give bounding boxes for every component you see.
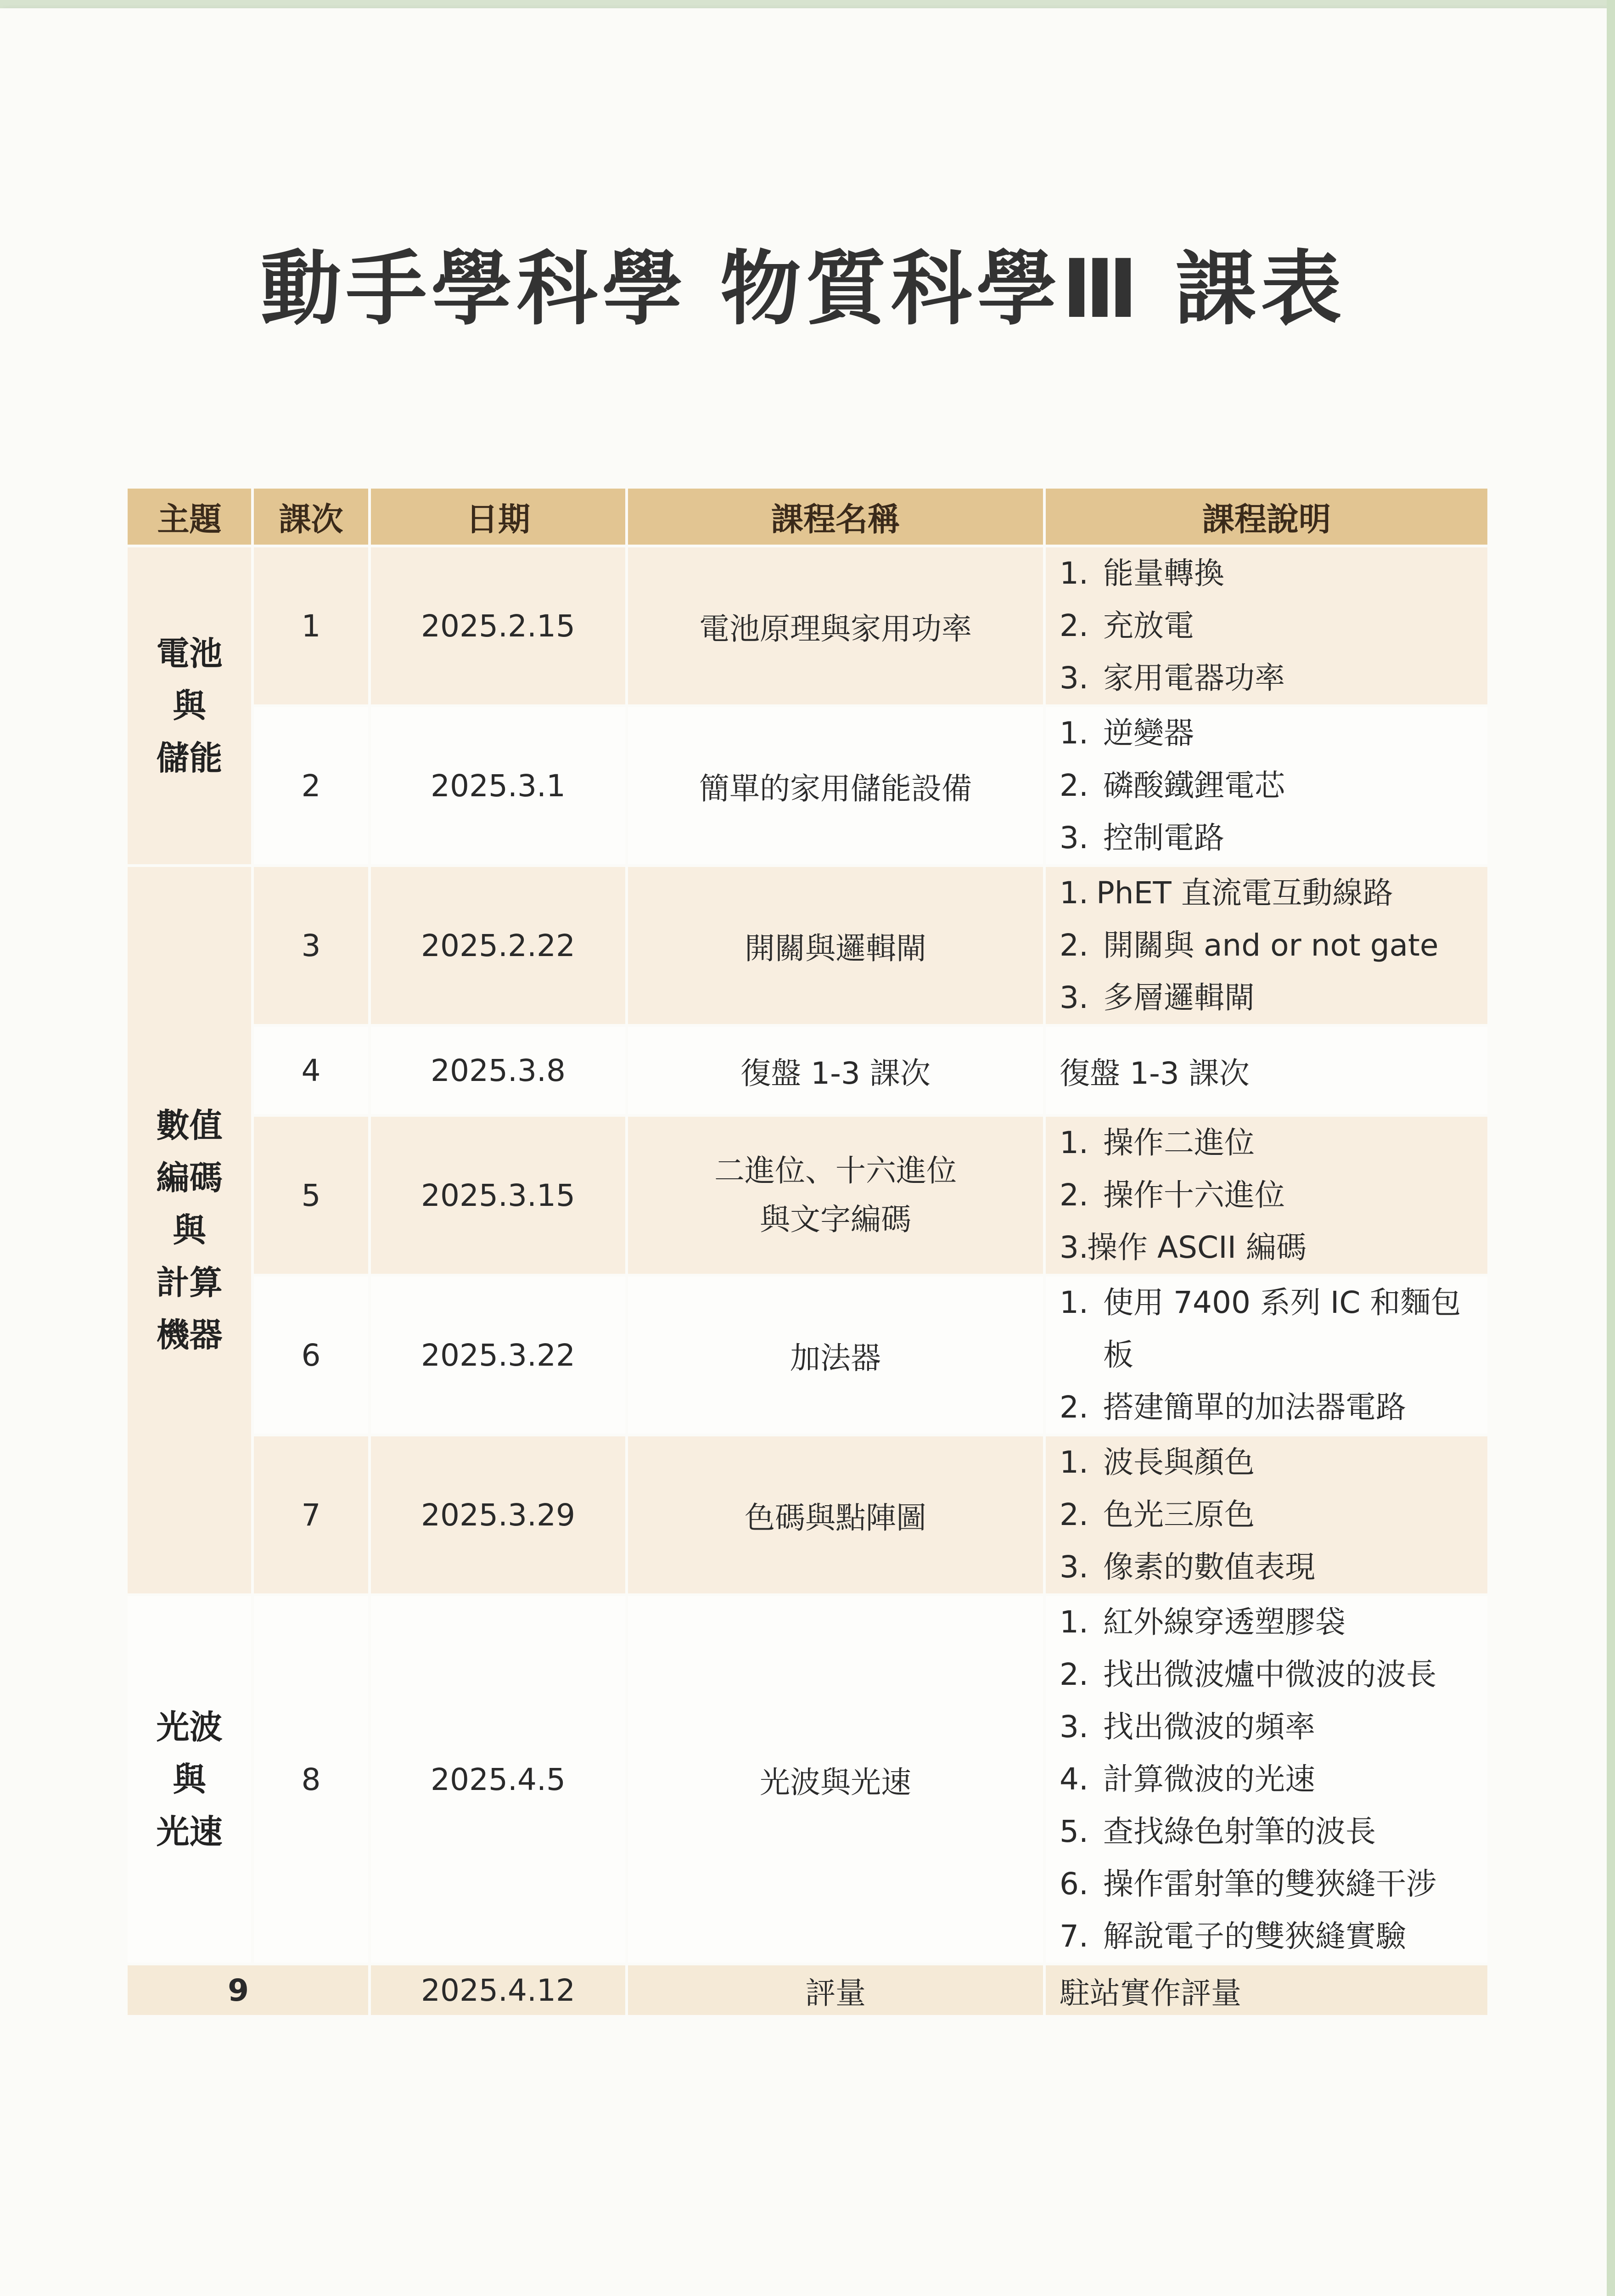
table-row xyxy=(126,706,1489,866)
lesson-name: 復盤 1-3 課次 xyxy=(627,1025,1044,1115)
header-topic: 主題 xyxy=(126,487,252,546)
list-item: 5. 查找綠色射筆的波長 xyxy=(1060,1814,1376,1849)
lesson-desc xyxy=(1044,1435,1489,1595)
list-item: 1. PhET 直流電互動線路 xyxy=(1060,875,1393,911)
lesson-date: 2025.3.15 xyxy=(370,1115,627,1275)
lesson-date: 2025.2.22 xyxy=(370,866,627,1025)
page-edge xyxy=(1607,0,1615,2296)
lesson-desc xyxy=(1044,1275,1489,1435)
lesson-date: 2025.3.8 xyxy=(370,1025,627,1115)
list-item: 2. 磷酸鐵鋰電芯 xyxy=(1060,768,1285,803)
lesson-name: 光波與光速 xyxy=(627,1595,1044,1964)
lesson-no: 9 xyxy=(126,1964,370,2016)
topic-cell: 電池 與 儲能 xyxy=(126,546,252,866)
list-item: 板 xyxy=(1103,1337,1133,1373)
list-item: 2. 操作十六進位 xyxy=(1060,1177,1285,1213)
table-row xyxy=(126,1275,1489,1435)
list-item: 2. 色光三原色 xyxy=(1060,1497,1255,1532)
lesson-date: 2025.4.12 xyxy=(370,1964,627,2016)
page-title: 動手學科學 物質科學Ⅲ 課表 xyxy=(260,242,1346,336)
list-item: 1. 操作二進位 xyxy=(1060,1125,1255,1160)
lesson-name-line1: 二進位、十六進位 xyxy=(714,1153,957,1188)
list-item: 3. 像素的數值表現 xyxy=(1060,1549,1315,1585)
header-course-desc: 課程說明 xyxy=(1044,487,1489,546)
list-item: 6. 操作雷射筆的雙狹縫干涉 xyxy=(1060,1866,1436,1902)
paper-sheet xyxy=(0,8,1607,2296)
list-item: 3. 找出微波的頻率 xyxy=(1060,1709,1315,1745)
lesson-date: 2025.4.5 xyxy=(370,1595,627,1964)
lesson-date: 2025.3.22 xyxy=(370,1275,627,1435)
list-item: 3. 控制電路 xyxy=(1060,820,1224,855)
lesson-name xyxy=(627,1115,1044,1275)
lesson-desc xyxy=(1044,866,1489,1025)
table-row xyxy=(126,1964,1489,2016)
header-lesson-no: 課次 xyxy=(252,487,370,546)
lesson-no: 4 xyxy=(252,1025,370,1115)
table-row xyxy=(126,1115,1489,1275)
table-row xyxy=(126,1435,1489,1595)
lesson-no: 3 xyxy=(252,866,370,1025)
list-item: 1. 紅外線穿透塑膠袋 xyxy=(1060,1604,1346,1640)
lesson-no: 2 xyxy=(252,706,370,866)
list-item: 1. 逆變器 xyxy=(1060,715,1194,751)
lesson-no: 1 xyxy=(252,546,370,706)
list-item: 7. 解說電子的雙狹縫實驗 xyxy=(1060,1919,1406,1954)
lesson-desc xyxy=(1044,1115,1489,1275)
list-item: 2. 開關與 and or not gate xyxy=(1060,928,1439,963)
list-item: 2. 找出微波爐中微波的波長 xyxy=(1060,1657,1436,1692)
lesson-desc xyxy=(1044,1595,1489,1964)
table-header-row xyxy=(126,487,1489,546)
table-row xyxy=(126,546,1489,706)
lesson-date: 2025.2.15 xyxy=(370,546,627,706)
lesson-name-line2: 與文字編碼 xyxy=(760,1202,911,1237)
topic-cell: 光波 與 光速 xyxy=(126,1595,252,1964)
topic-cell: 數值 編碼 與 計算 機器 xyxy=(126,866,252,1595)
lesson-date: 2025.3.1 xyxy=(370,706,627,866)
lesson-name: 加法器 xyxy=(627,1275,1044,1435)
lesson-name: 評量 xyxy=(627,1964,1044,2016)
lesson-desc xyxy=(1044,546,1489,706)
lesson-desc: 駐站實作評量 xyxy=(1044,1964,1489,2016)
table-row xyxy=(126,866,1489,1025)
list-item: 2. 充放電 xyxy=(1060,608,1194,643)
lesson-date: 2025.3.29 xyxy=(370,1435,627,1595)
list-item: 1. 使用 7400 系列 IC 和麵包 xyxy=(1060,1285,1461,1320)
lesson-desc: 復盤 1-3 課次 xyxy=(1044,1025,1489,1115)
lesson-no: 6 xyxy=(252,1275,370,1435)
lesson-name: 電池原理與家用功率 xyxy=(627,546,1044,706)
list-item: 1. 能量轉換 xyxy=(1060,556,1224,591)
lesson-no: 8 xyxy=(252,1595,370,1964)
schedule-table xyxy=(125,486,1490,2018)
lesson-name: 簡單的家用儲能設備 xyxy=(627,706,1044,866)
list-item: 3.操作 ASCII 編碼 xyxy=(1060,1230,1307,1265)
table-row xyxy=(126,1595,1489,1964)
table-row xyxy=(126,1025,1489,1115)
list-item: 2. 搭建簡單的加法器電路 xyxy=(1060,1390,1406,1425)
header-date: 日期 xyxy=(370,487,627,546)
lesson-no: 5 xyxy=(252,1115,370,1275)
lesson-desc xyxy=(1044,706,1489,866)
lesson-name: 色碼與點陣圖 xyxy=(627,1435,1044,1595)
list-item: 3. 多層邏輯閘 xyxy=(1060,980,1255,1015)
list-item: 4. 計算微波的光速 xyxy=(1060,1761,1315,1797)
lesson-name: 開關與邏輯閘 xyxy=(627,866,1044,1025)
list-item: 1. 波長與顏色 xyxy=(1060,1445,1255,1480)
header-course-name: 課程名稱 xyxy=(627,487,1044,546)
list-item: 3. 家用電器功率 xyxy=(1060,660,1285,696)
lesson-no: 7 xyxy=(252,1435,370,1595)
